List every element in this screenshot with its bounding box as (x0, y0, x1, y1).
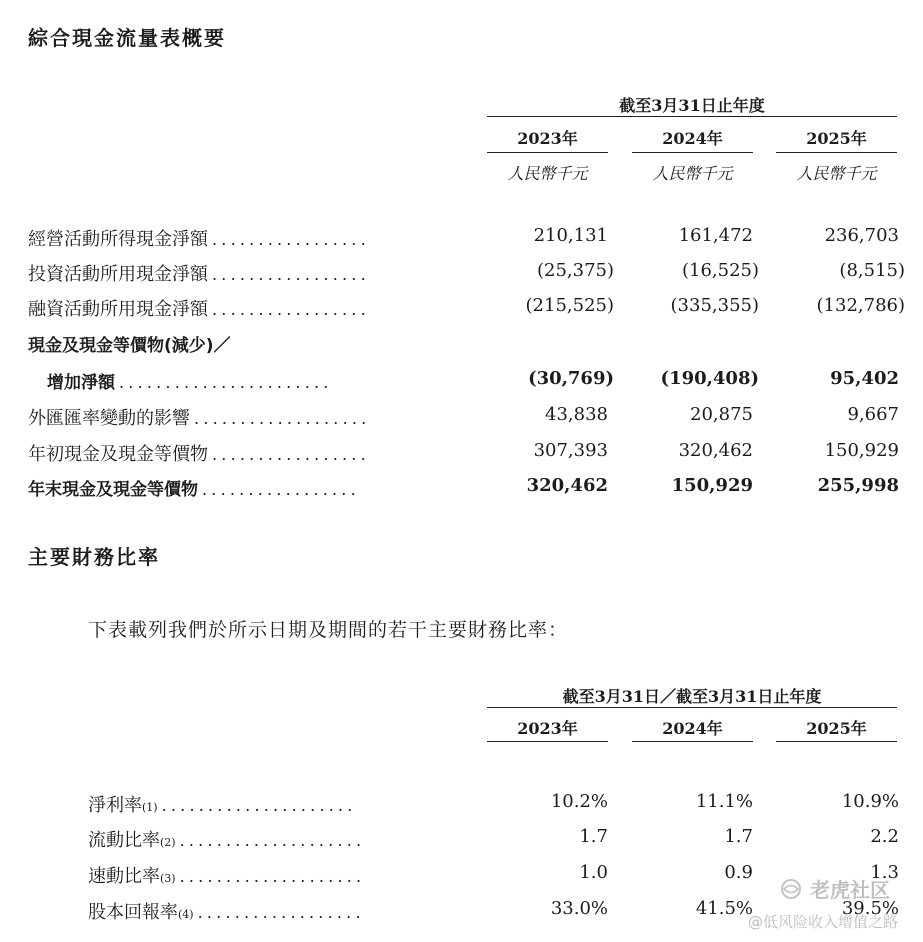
ratio-cell: 41.5% (695, 898, 753, 919)
cf-year-2023: 2023年 (517, 129, 578, 148)
ratio-row-label: 股本回報率 (4) .................. (88, 902, 365, 923)
cf-row-label: 增加淨額 ....................... (47, 373, 333, 393)
cf-cell: 150,929 (671, 475, 753, 496)
cf-cell: 9,667 (847, 404, 899, 425)
cf-unit-2023: 人民幣千元 (507, 164, 588, 183)
ratio-cell: 10.9% (841, 791, 899, 812)
cf-cell: (132,786) (816, 295, 905, 316)
cf-row-label: 年末現金及現金等價物 ................. (28, 480, 360, 500)
cf-cell: (25,375) (536, 260, 614, 281)
cf-cell: 236,703 (824, 225, 899, 246)
ratio-cell: 1.3 (870, 862, 899, 883)
cf-year-2024: 2024年 (662, 129, 723, 148)
ratio-cell: 11.1% (695, 791, 753, 812)
cf-period-header: 截至3月31日止年度 (619, 96, 765, 115)
ratio-row-label: 速動比率 (3) .................... (88, 866, 366, 887)
ratios-year-rule (632, 741, 753, 742)
cf-cell: 255,998 (817, 475, 899, 496)
ratios-year-rule (487, 741, 608, 742)
ratio-cell: 39.5% (841, 898, 899, 919)
cf-row-label: 年初現金及現金等價物 ................. (28, 444, 370, 465)
ratios-heading: 主要財務比率 (28, 545, 160, 569)
cf-cell: (30,769) (528, 368, 614, 389)
cf-row-label: 融資活動所用現金淨額 ................. (28, 299, 370, 320)
cf-cell: 150,929 (824, 440, 899, 461)
ratio-row-label: 流動比率 (2) .................... (88, 830, 366, 851)
cf-unit-2025: 人民幣千元 (796, 164, 877, 183)
cf-year-2025: 2025年 (806, 129, 867, 148)
ratio-cell: 2.2 (870, 826, 899, 847)
cf-year-rule (776, 152, 897, 153)
cf-cell: (16,525) (681, 260, 759, 281)
ratio-cell: 1.0 (579, 862, 608, 883)
ratio-cell: 1.7 (579, 826, 608, 847)
watermark-handle: @低风险收入增值之路 (748, 913, 899, 931)
cf-row-label: 投資活動所用現金淨額 ................. (28, 264, 370, 285)
ratios-year-2023: 2023年 (517, 719, 578, 738)
cf-cell: 307,393 (533, 440, 608, 461)
ratios-year-rule (776, 741, 897, 742)
ratios-header-rule (487, 707, 897, 708)
cash-flow-heading: 綜合現金流量表概要 (28, 26, 226, 50)
cf-header-rule (487, 116, 897, 117)
cf-row-label: 現金及現金等價物(減少)／ (28, 336, 231, 356)
tiger-logo-icon (778, 878, 804, 900)
ratio-row-label: 淨利率 (1) ..................... (88, 795, 357, 816)
cf-cell: 43,838 (545, 404, 608, 425)
ratio-cell: 1.7 (724, 826, 753, 847)
cf-cell: 210,131 (533, 225, 608, 246)
ratio-cell: 33.0% (550, 898, 608, 919)
ratio-cell: 0.9 (724, 862, 753, 883)
ratios-period-header: 截至3月31日／截至3月31日止年度 (562, 687, 822, 706)
ratios-year-2025: 2025年 (806, 719, 867, 738)
cf-cell: (190,408) (660, 368, 759, 389)
cf-year-rule (487, 152, 608, 153)
cf-cell: (335,355) (670, 295, 759, 316)
cf-row-label: 經營活動所得現金淨額 ................. (28, 229, 370, 250)
cf-cell: 95,402 (830, 368, 899, 389)
ratio-cell: 10.2% (550, 791, 608, 812)
cf-cell: (215,525) (525, 295, 614, 316)
watermark-brand: 老虎社区 (778, 874, 890, 903)
cf-row-label: 外匯匯率變動的影響 ................... (28, 408, 371, 429)
cf-cell: 320,462 (678, 440, 753, 461)
cf-year-rule (632, 152, 753, 153)
cf-cell: 320,462 (526, 475, 608, 496)
cf-cell: 161,472 (678, 225, 753, 246)
cf-cell: (8,515) (839, 260, 905, 281)
ratios-year-2024: 2024年 (662, 719, 723, 738)
cf-cell: 20,875 (690, 404, 753, 425)
ratios-intro: 下表載列我們於所示日期及期間的若干主要財務比率： (88, 619, 569, 641)
cf-unit-2024: 人民幣千元 (652, 164, 733, 183)
